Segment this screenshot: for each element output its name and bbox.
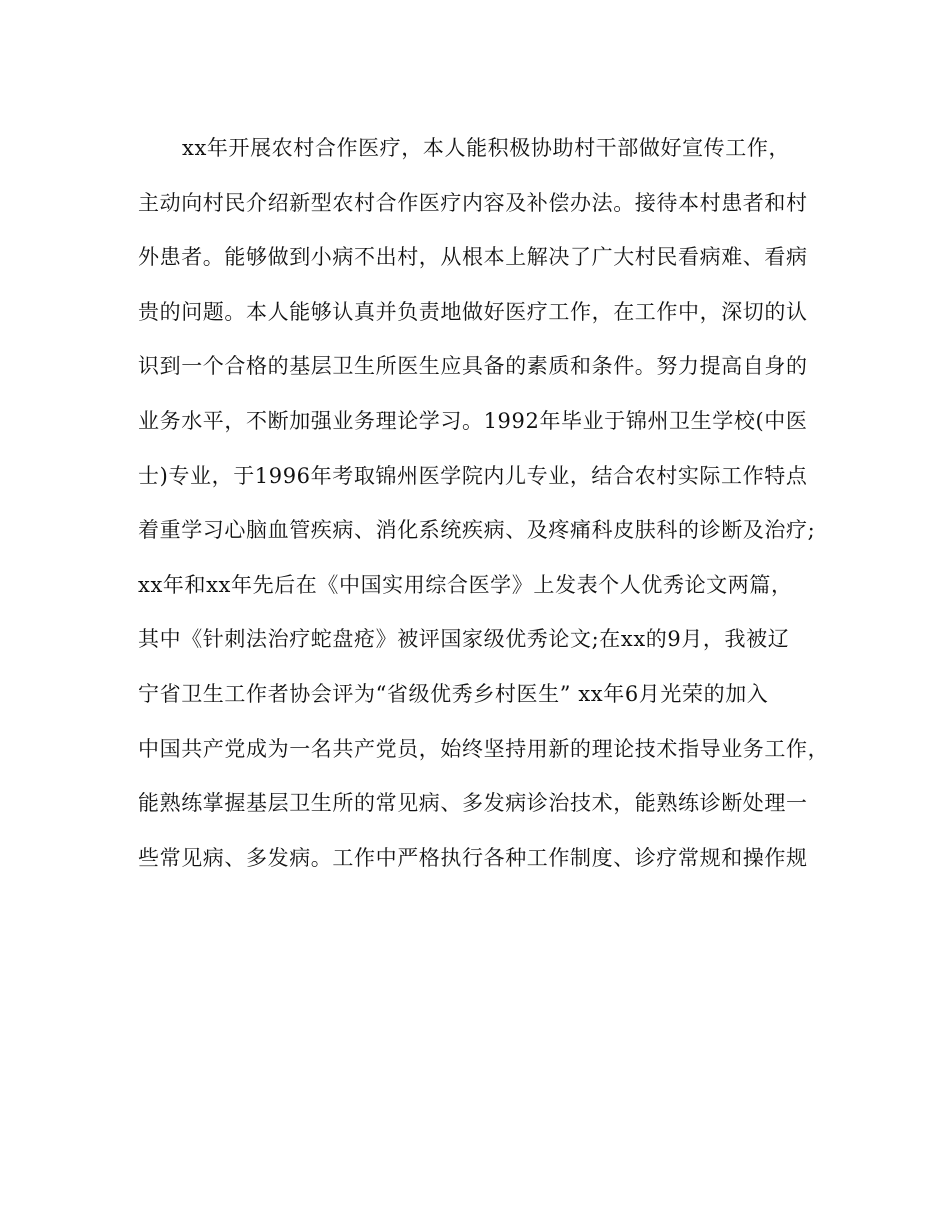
text-line: 其中《针刺法治疗蛇盘疮》被评国家级优秀论文;在xx的9月，我被辽: [138, 627, 790, 652]
text-line: 中国共产党成为一名共产党员，始终坚持用新的理论技术指导业务工作，: [138, 736, 830, 761]
text-line: xx年开展农村合作医疗，本人能积极协助村干部做好宣传工作，: [182, 136, 791, 160]
text-line: 宁省卫生工作者协会评为“省级优秀乡村医生” xx年6月光荣的加入: [138, 681, 769, 706]
text-line: 主动向村民介绍新型农村合作医疗内容及补偿办法。接待本村患者和村: [138, 190, 808, 215]
text-line: 识到一个合格的基层卫生所医生应具备的素质和条件。努力提高自身的: [138, 354, 808, 379]
text-line: 着重学习心脑血管疾病、消化系统疾病、及疼痛科皮肤科的诊断及治疗;: [138, 518, 816, 543]
text-line: 业务水平，不断加强业务理论学习。1992年毕业于锦州卫生学校(中医: [138, 408, 808, 433]
text-line: 些常见病、多发病。工作中严格执行各种工作制度、诊疗常规和操作规: [138, 845, 808, 870]
text-line: 士)专业，于1996年考取锦州医学院内儿专业，结合农村实际工作特点: [138, 463, 808, 488]
text-line: 能熟练掌握基层卫生所的常见病、多发病诊治技术，能熟练诊断处理一: [138, 791, 808, 816]
text-line: 贵的问题。本人能够认真并负责地做好医疗工作，在工作中，深切的认: [138, 299, 808, 324]
text-line: 外患者。能够做到小病不出村，从根本上解决了广大村民看病难、看病: [138, 245, 808, 270]
text-line: xx年和xx年先后在《中国实用综合医学》上发表个人优秀论文两篇，: [138, 572, 793, 597]
body-text: [138, 121, 838, 885]
